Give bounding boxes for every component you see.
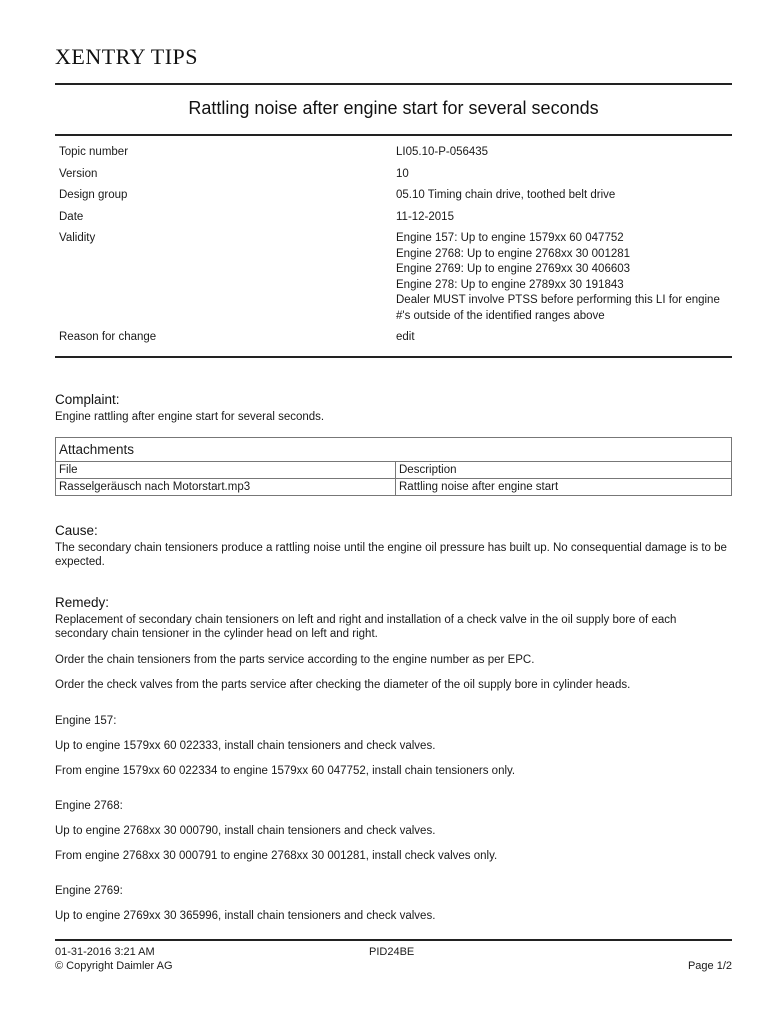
meta-label: Validity [59, 232, 96, 244]
metadata-table [59, 145, 729, 352]
engine-157-heading: Engine 157: [55, 715, 117, 727]
copyright: © Copyright Daimler AG [55, 959, 173, 972]
validity-line: Engine 157: Up to engine 1579xx 60 047752 [396, 232, 624, 244]
brand-title: XENTRY TIPS [55, 44, 199, 69]
meta-rule [55, 356, 732, 358]
validity-line: Dealer MUST involve PTSS before performing this LI for engine #'s outside of the identified ranges above [396, 294, 720, 322]
engine-157-step: Up to engine 1579xx 60 022333, install chain tensioners and check valves. [55, 740, 436, 752]
remedy-section [55, 596, 732, 642]
engine-2768-step: Up to engine 2768xx 30 000790, install chain tensioners and check valves. [55, 825, 436, 837]
attachments-header-row [56, 462, 732, 479]
meta-value: 10 [396, 167, 409, 180]
footer-rule [55, 939, 732, 941]
validity-line: Engine 2769: Up to engine 2769xx 30 406603 [396, 263, 631, 275]
document-title: Rattling noise after engine start for several seconds [188, 98, 599, 118]
engine-2769-step: Up to engine 2769xx 30 365996, install chain tensioners and check valves. [55, 910, 436, 922]
cause-text: The secondary chain tensioners produce a rattling noise until the engine oil pressure has built up. No consequential damage is to be expected. [55, 541, 727, 568]
column-header-file: File [56, 462, 396, 479]
meta-label: Design group [59, 189, 128, 201]
print-datetime: 01-31-2016 3:21 AM [55, 946, 155, 958]
meta-row-reason [59, 330, 729, 346]
complaint-heading: Complaint: [55, 392, 120, 407]
cause-section [55, 524, 732, 570]
column-header-description: Description [396, 462, 732, 479]
meta-row-validity [59, 231, 729, 324]
engine-157-step: From engine 1579xx 60 022334 to engine 1579xx 60 047752, install chain tensioners only. [55, 765, 516, 777]
validity-line: Engine 2768: Up to engine 2768xx 30 001281 [396, 247, 631, 260]
complaint-section [55, 393, 732, 424]
meta-label: Date [59, 210, 84, 223]
cause-heading: Cause: [55, 523, 98, 538]
title-rule [55, 134, 732, 136]
meta-row-date [59, 210, 729, 226]
complaint-text: Engine rattling after engine start for several seconds. [55, 410, 325, 423]
remedy-paragraph: Replacement of secondary chain tensioners on left and right and installation of a check valve in the oil supply bore of each secondary chain tensioner in the cylinder head on left and right. [55, 613, 677, 640]
attachments-heading: Attachments [56, 438, 732, 462]
footer-left [55, 946, 173, 973]
header-rule [55, 83, 732, 85]
engine-2768-step: From engine 2768xx 30 000791 to engine 2768xx 30 001281, install check valves only. [55, 850, 498, 862]
remedy-heading: Remedy: [55, 595, 110, 610]
meta-value: 05.10 Timing chain drive, toothed belt drive [396, 189, 616, 201]
meta-value [396, 231, 729, 324]
remedy-paragraph: Order the check valves from the parts service after checking the diameter of the oil supply bore in cylinder heads. [55, 679, 631, 691]
meta-row-design-group [59, 188, 729, 204]
page-number: Page 1/2 [687, 960, 732, 972]
meta-row-version [59, 167, 729, 183]
validity-line: Engine 278: Up to engine 2789xx 30 191843 [396, 278, 624, 291]
attachment-description: Rattling noise after engine start [396, 479, 732, 496]
engine-2769-heading: Engine 2769: [55, 885, 123, 897]
meta-label: Reason for change [59, 331, 157, 343]
table-row[interactable] [56, 479, 732, 496]
meta-label: Topic number [59, 146, 129, 158]
attachments-table [55, 437, 732, 496]
meta-row-topic [59, 145, 729, 161]
meta-label: Version [59, 167, 98, 180]
meta-value: edit [396, 331, 415, 343]
pid-code: PID24BE [369, 946, 415, 958]
engine-2768-heading: Engine 2768: [55, 800, 123, 812]
remedy-paragraph: Order the chain tensioners from the parts service according to the engine number as per EPC. [55, 654, 535, 666]
attachment-file-link[interactable]: Rasselgeräusch nach Motorstart.mp3 [56, 479, 396, 496]
meta-value: 11-12-2015 [396, 210, 454, 223]
meta-value: LI05.10-P-056435 [396, 146, 489, 158]
